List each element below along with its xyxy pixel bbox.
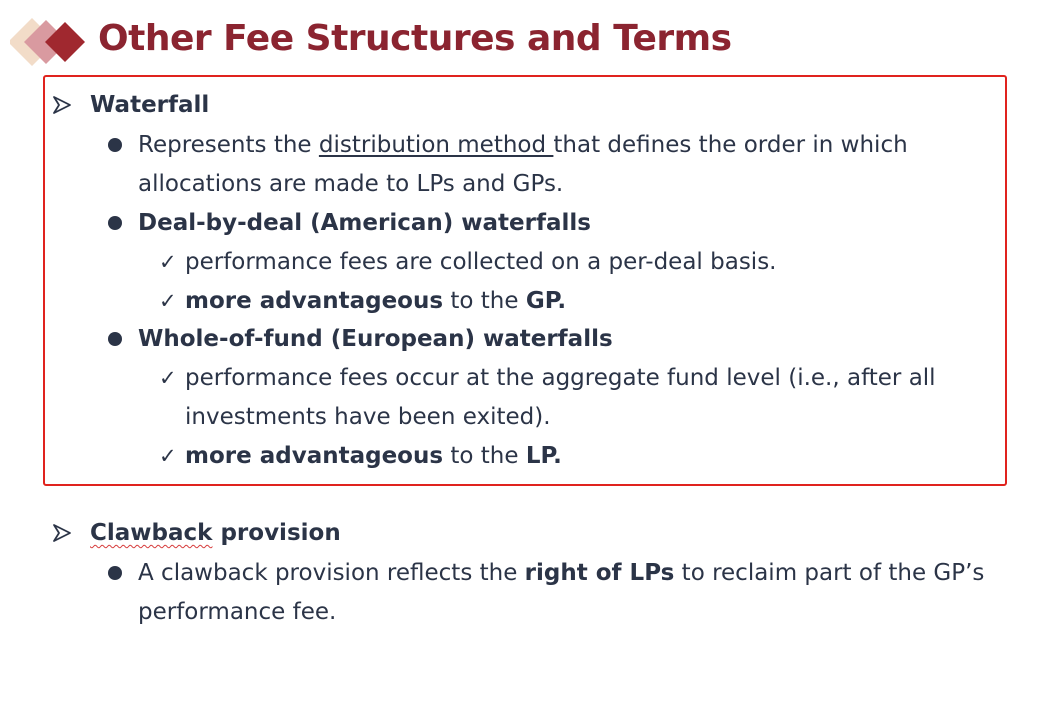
dot-bullet-icon	[108, 566, 122, 580]
checkmark-icon: ✓	[159, 366, 177, 390]
waterfall-heading: Waterfall	[90, 92, 210, 118]
provision-word: provision	[212, 520, 341, 546]
arrowhead-bullet-icon	[52, 523, 72, 543]
clawback-word: Clawback	[90, 520, 213, 546]
definition-text: that defines the order in which	[553, 132, 908, 158]
distribution-method-term: distribution method	[318, 132, 554, 158]
american-check-1: performance fees are collected on a per-deal basis.	[185, 249, 777, 275]
clawback-heading	[90, 519, 341, 547]
dot-bullet-icon	[108, 332, 122, 346]
page-title: Other Fee Structures and Terms	[98, 18, 732, 59]
clawback-text: A clawback provision reflects the	[138, 560, 525, 586]
diamond-logo-icon	[10, 14, 90, 70]
arrowhead-bullet-icon	[52, 95, 72, 115]
european-check-2	[185, 442, 562, 470]
waterfall-definition-cont: allocations are made to LPs and GPs.	[138, 171, 564, 197]
american-waterfall-heading: Deal-by-deal (American) waterfalls	[138, 210, 591, 236]
american-check-2	[185, 287, 566, 315]
dot-bullet-icon	[108, 216, 122, 230]
right-of-lps-text: right of LPs	[524, 560, 675, 586]
european-waterfall-heading: Whole-of-fund (European) waterfalls	[138, 326, 613, 352]
advantage-party: GP.	[525, 288, 567, 314]
european-check-1-cont: investments have been exited).	[185, 404, 551, 430]
advantage-text: more advantageous	[185, 288, 444, 314]
clawback-definition-cont: performance fee.	[138, 599, 337, 625]
dot-bullet-icon	[108, 138, 122, 152]
clawback-definition	[138, 559, 984, 587]
checkmark-icon: ✓	[159, 444, 177, 468]
checkmark-icon: ✓	[159, 250, 177, 274]
advantage-connector: to the	[443, 288, 526, 314]
checkmark-icon: ✓	[159, 289, 177, 313]
advantage-party: LP.	[525, 443, 562, 469]
advantage-text: more advantageous	[185, 443, 444, 469]
waterfall-definition	[138, 131, 908, 159]
european-check-1: performance fees occur at the aggregate fund level (i.e., after all	[185, 365, 936, 391]
advantage-connector: to the	[443, 443, 526, 469]
clawback-text: to reclaim part of the GP’s	[674, 560, 985, 586]
definition-text: Represents the	[138, 132, 319, 158]
